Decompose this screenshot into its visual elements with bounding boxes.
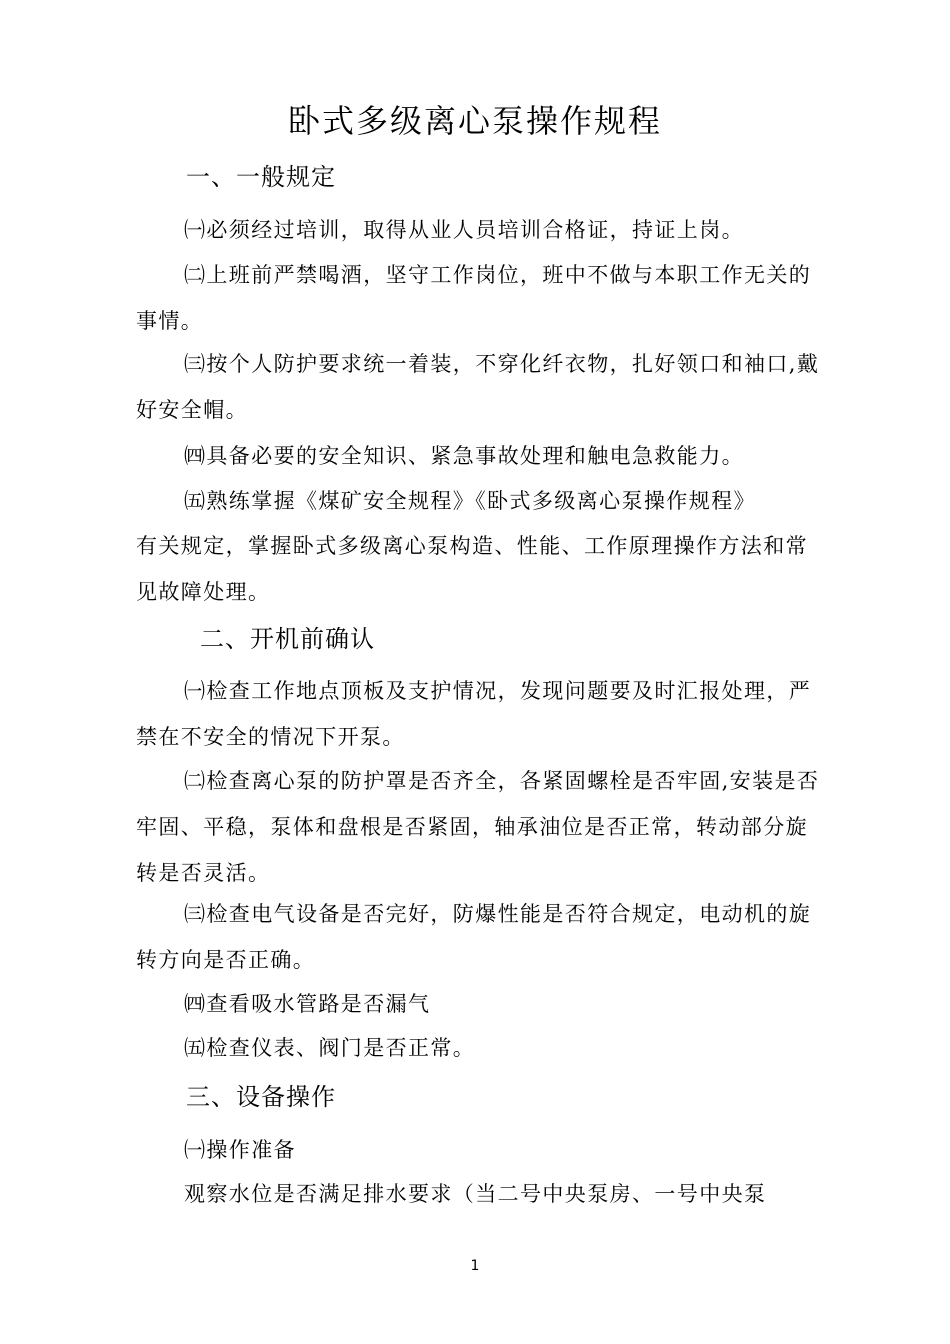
paragraph: ㈤熟练掌握《煤矿安全规程》《卧式多级离心泵操作规程》 [184,489,756,513]
document-title: 卧式多级离心泵操作规程 [287,102,662,140]
paragraph: ㈤检查仪表、阀门是否正常。 [184,1036,476,1060]
paragraph: ㈣具备必要的安全知识、紧急事故处理和触电急救能力。 [184,444,744,468]
paragraph: ㈠必须经过培训，取得从业人员培训合格证，持证上岗。 [184,218,744,242]
section-heading-pre-start-check: 二、开机前确认 [200,625,375,653]
paragraph: ㈠操作准备 [184,1138,296,1162]
paragraph: ㈢检查电气设备是否完好，防爆性能是否符合规定，电动机的旋转方向是否正确。 [136,902,812,972]
section-heading-general-rules: 一、一般规定 [186,163,336,191]
paragraph: 有关规定，掌握卧式多级离心泵构造、性能、工作原理操作方法和常见故障处理。 [136,534,808,604]
paragraph: ㈣查看吸水管路是否漏气 [184,992,431,1016]
paragraph: ㈢按个人防护要求统一着装，不穿化纤衣物，扎好领口和袖口,戴好安全帽。 [136,352,820,422]
paragraph: ㈠检查工作地点顶板及支护情况，发现问题要及时汇报处理，严禁在不安全的情况下开泵。 [136,679,812,749]
paragraph: ㈡上班前严禁喝酒，坚守工作岗位，班中不做与本职工作无关的事情。 [136,263,812,333]
paragraph: 观察水位是否满足排水要求（当二号中央泵房、一号中央泵 [184,1182,767,1206]
section-heading-equipment-operation: 三、设备操作 [186,1083,336,1111]
paragraph: ㈡检查离心泵的防护罩是否齐全，各紧固螺栓是否牢固,安装是否牢固、平稳，泵体和盘根是否紧固，轴承油位是否正常，转动部分旋转是否灵活。 [136,769,820,885]
page-number: 1 [470,1258,480,1274]
